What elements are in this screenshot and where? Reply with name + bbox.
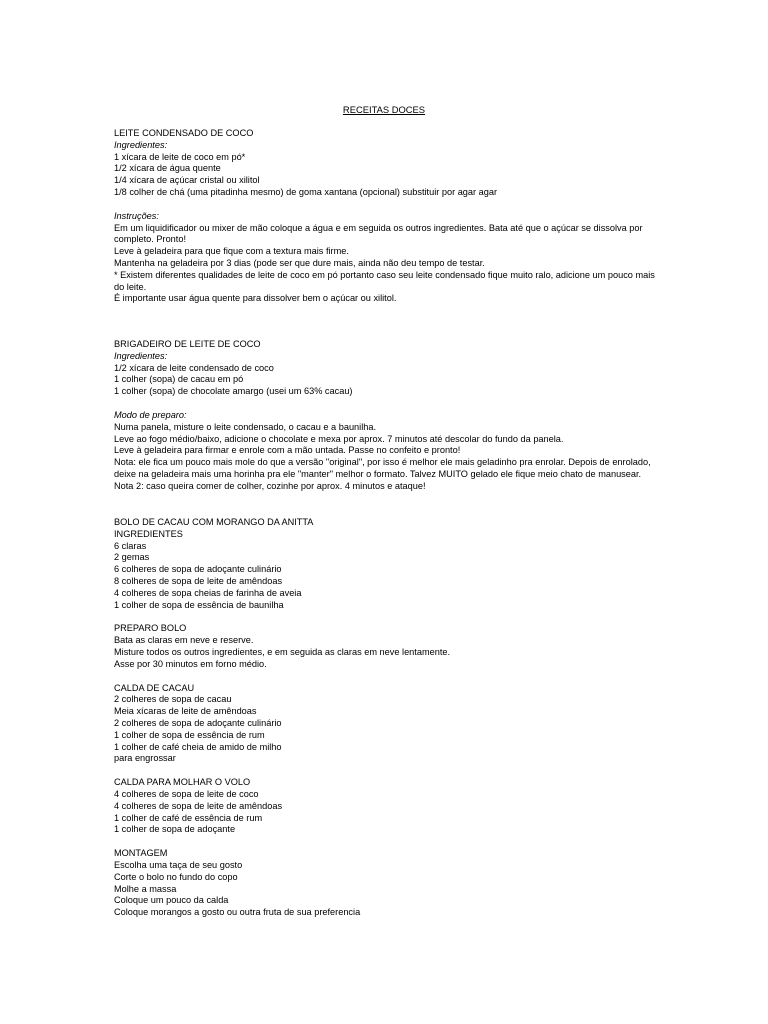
preparo-line: Asse por 30 minutos em forno médio.: [114, 658, 267, 669]
recipe-heading: LEITE CONDENSADO DE COCO: [114, 128, 254, 138]
recipe-bolo-cacau: [114, 517, 659, 919]
molhar-line: 1 colher de café de essência de rum: [114, 812, 263, 823]
preparation-line: Leve ao fogo médio/baixo, adicione o chocolate e mexa por aprox. 7 minutos até descolar do fundo da panela.: [114, 433, 564, 444]
ingredients-label: Ingredientes:: [114, 350, 168, 361]
montagem-line: Corte o bolo no fundo do copo: [114, 871, 238, 882]
ingredient-line: 1 xícara de leite de coco em pó*: [114, 151, 246, 162]
ingredient-line: 6 claras: [114, 540, 147, 551]
montagem-line: Escolha uma taça de seu gosto: [114, 859, 243, 870]
preparation-line: Leve à geladeira para firmar e enrole com a mão untada. Passe no confeito e pronto!: [114, 445, 461, 456]
ingredients-label: Ingredientes:: [114, 139, 168, 150]
ingredient-line: 1 colher (sopa) de cacau em pó: [114, 374, 244, 385]
montagem-label: MONTAGEM: [114, 848, 168, 859]
molhar-line: 1 colher de sopa de adoçante: [114, 824, 236, 835]
ingredient-line: 1 colher de sopa de essência de baunilha: [114, 599, 284, 610]
ingredient-line: 6 colheres de sopa de adoçante culinário: [114, 564, 282, 575]
ingredient-line: 1/8 colher de chá (uma pitadinha mesmo) de goma xantana (opcional) substituir por agar agar: [114, 186, 498, 197]
preparation-note: Nota: ele fica um pouco mais mole do que a versão "original", por isso é melhor ele mais geladinho pra enrolar. Depois de enrolado, deixe na geladeira mais uma horinha pra ele "manter" melhor o formato. Talvez MUITO gelado ele fique meio chato de manusear. Nota 2: caso queira comer de colher, cozinhe por aprox. 4 minutos e ataque!: [114, 457, 651, 491]
calda-line: para engrossar: [114, 753, 176, 764]
preparation-line: Numa panela, misture o leite condensado, o cacau e a baunilha.: [114, 421, 377, 432]
calda-line: 2 colheres de sopa de cacau: [114, 694, 232, 705]
preparo-line: Misture todos os outros ingredientes, e em seguida as claras em neve lentamente.: [114, 646, 451, 657]
instruction-line: Em um liquidificador ou mixer de mão coloque a água e em seguida os outros ingredientes. Bata até que o açúcar se dissolva por completo. Pronto!: [114, 222, 643, 245]
instruction-line: Mantenha na geladeira por 3 dias (pode ser que dure mais, ainda não deu tempo de testar.: [114, 257, 485, 268]
molhar-line: 4 colheres de sopa de leite de amêndoas: [114, 800, 283, 811]
preparation-label: Modo de preparo:: [114, 409, 187, 420]
molhar-label: CALDA PARA MOLHAR O VOLO: [114, 777, 251, 788]
montagem-line: Coloque morangos a gosto ou outra fruta de sua preferencia: [114, 907, 361, 918]
ingredient-line: 8 colheres de sopa de leite de amêndoas: [114, 575, 283, 586]
recipe-leite-condensado: [114, 128, 659, 305]
preparo-label: PREPARO BOLO: [114, 623, 187, 634]
calda-line: 1 colher de sopa de essência de rum: [114, 729, 265, 740]
ingredient-line: 1 colher (sopa) de chocolate amargo (usei um 63% cacau): [114, 386, 353, 397]
calda-line: 2 colheres de sopa de adoçante culinário: [114, 717, 282, 728]
ingredient-line: 2 gemas: [114, 552, 150, 563]
recipe-heading: BOLO DE CACAU COM MORANGO DA ANITTA: [114, 517, 314, 527]
document-title: RECEITAS DOCES: [342, 104, 426, 115]
ingredient-line: 1/2 xícara de água quente: [114, 163, 221, 174]
ingredient-line: 1/4 xícara de açúcar cristal ou xilitol: [114, 175, 260, 186]
calda-line: Meia xícaras de leite de amêndoas: [114, 706, 257, 717]
instruction-line: * Existem diferentes qualidades de leite de coco em pó portanto caso seu leite condensado fique muito ralo, adicione um pouco mais do leite.: [114, 269, 655, 292]
montagem-line: Molhe a massa: [114, 883, 177, 894]
ingredient-line: 4 colheres de sopa cheias de farinha de aveia: [114, 587, 302, 598]
instructions-label: Instruções:: [114, 210, 159, 221]
instruction-line: É importante usar água quente para dissolver bem o açúcar ou xilitol.: [114, 293, 397, 304]
molhar-line: 4 colheres de sopa de leite de coco: [114, 788, 259, 799]
ingredients-label: INGREDIENTES: [114, 528, 183, 539]
montagem-line: Coloque um pouco da calda: [114, 895, 229, 906]
recipe-brigadeiro: [114, 339, 659, 493]
instruction-line: Leve à geladeira para que fique com a textura mais firme.: [114, 246, 349, 257]
calda-label: CALDA DE CACAU: [114, 682, 195, 693]
preparo-line: Bata as claras em neve e reserve.: [114, 635, 254, 646]
recipe-heading: BRIGADEIRO DE LEITE DE COCO: [114, 339, 261, 349]
calda-line: 1 colher de café cheia de amido de milho: [114, 741, 282, 752]
ingredient-line: 1/2 xícara de leite condensado de coco: [114, 362, 274, 373]
